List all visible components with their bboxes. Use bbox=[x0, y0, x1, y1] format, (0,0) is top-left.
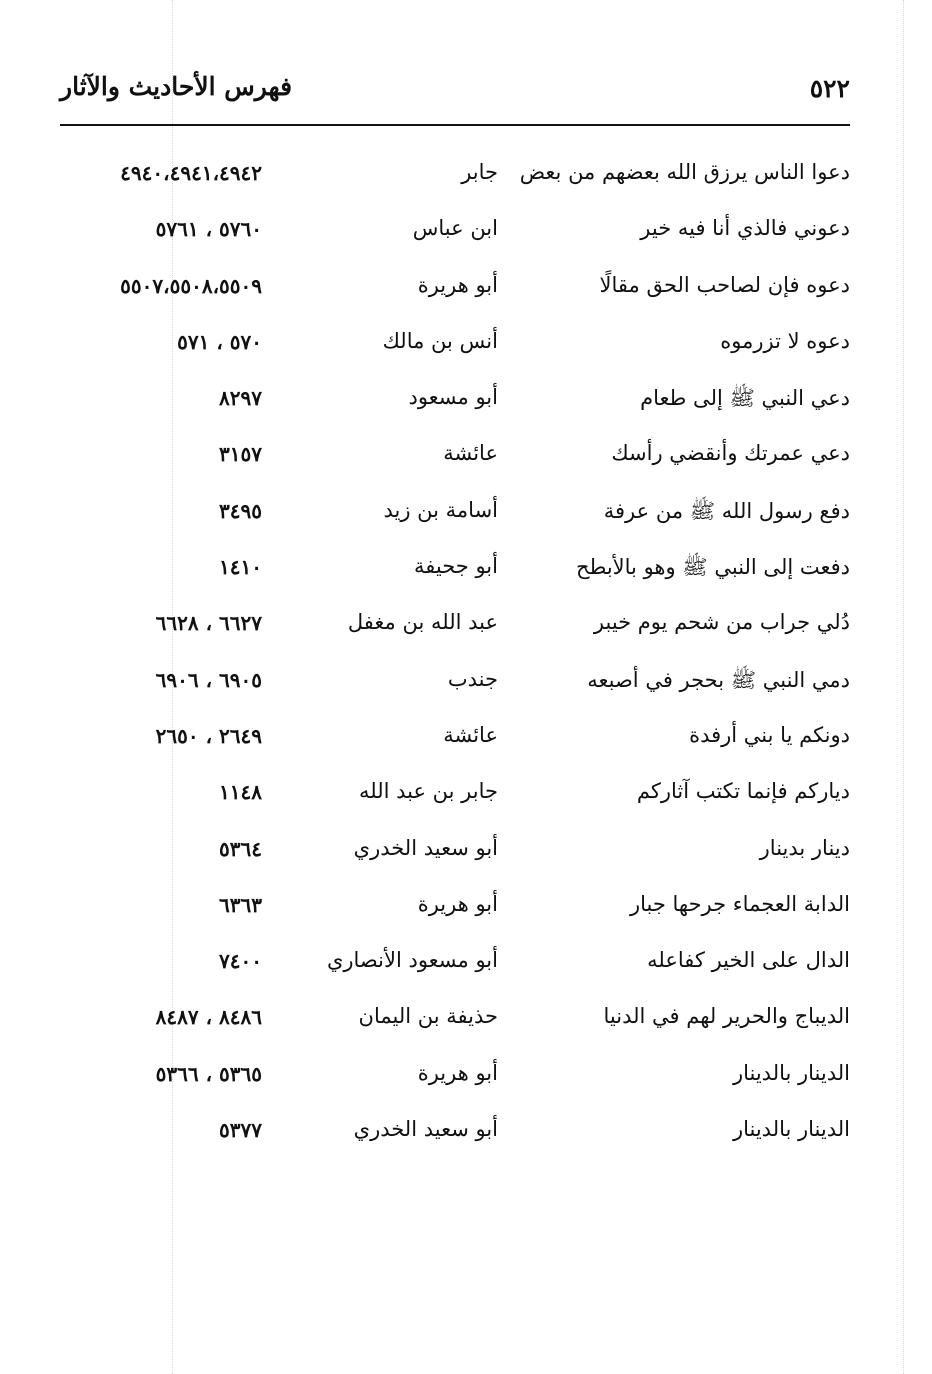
hadith-numbers: ٤٩٤٠،٤٩٤١،٤٩٤٢ bbox=[120, 161, 262, 185]
index-row bbox=[60, 769, 850, 825]
hadith-text: دعوه لا تزرموه bbox=[720, 328, 850, 353]
page-header bbox=[60, 72, 850, 116]
index-row bbox=[60, 994, 850, 1050]
narrator-name: جابر bbox=[461, 160, 498, 184]
narrator-name: عائشة bbox=[443, 722, 498, 747]
hadith-text: الدابة العجماء جرحها جبار bbox=[629, 891, 850, 916]
hadith-numbers: ٢٦٤٩ ، ٢٦٥٠ bbox=[155, 723, 262, 748]
index-row bbox=[60, 657, 850, 713]
hadith-text: الدينار بالدينار bbox=[732, 1117, 850, 1142]
narrator-name: جابر بن عبد الله bbox=[358, 779, 498, 804]
index-row bbox=[60, 826, 850, 882]
page-title: فهرس الأحاديث والآثار bbox=[60, 72, 293, 101]
narrator-name: أنس بن مالك bbox=[382, 328, 498, 353]
header-divider bbox=[60, 124, 850, 126]
narrator-name: أبو مسعود الأنصاري bbox=[326, 948, 498, 973]
hadith-text: الدال على الخير كفاعله bbox=[647, 948, 850, 973]
narrator-name: عبد الله بن مغفل bbox=[347, 610, 498, 635]
hadith-text: الديباج والحرير لهم في الدنيا bbox=[603, 1004, 850, 1029]
index-row bbox=[60, 319, 850, 375]
index-row bbox=[60, 938, 850, 994]
index-row bbox=[60, 600, 850, 656]
index-row bbox=[60, 1051, 850, 1107]
hadith-numbers: ٥٣٧٧ bbox=[219, 1118, 262, 1143]
hadith-text: دعي النبي ﷺ إلى طعام bbox=[640, 386, 850, 411]
index-row bbox=[60, 488, 850, 544]
index-row bbox=[60, 150, 850, 206]
hadith-text: دياركم فإنما تكتب آثاركم bbox=[636, 779, 850, 804]
narrator-name: حذيفة بن اليمان bbox=[358, 1004, 498, 1029]
index-row bbox=[60, 375, 850, 431]
narrator-name: أبو مسعود bbox=[408, 385, 498, 410]
hadith-text: دفع رسول الله ﷺ من عرفة bbox=[603, 498, 850, 523]
index-row bbox=[60, 431, 850, 487]
hadith-numbers: ٥٥٠٧،٥٥٠٨،٥٥٠٩ bbox=[120, 273, 262, 298]
index-row bbox=[60, 713, 850, 769]
hadith-text: دفعت إلى النبي ﷺ وهو بالأبطح bbox=[576, 555, 850, 580]
hadith-numbers: ٨٤٨٦ ، ٨٤٨٧ bbox=[155, 1005, 262, 1030]
hadith-numbers: ١١٤٨ bbox=[219, 780, 262, 805]
hadith-text: الدينار بالدينار bbox=[732, 1060, 850, 1085]
index-row bbox=[60, 544, 850, 600]
narrator-name: جندب bbox=[447, 666, 498, 691]
hadith-numbers: ١٤١٠ bbox=[219, 555, 262, 580]
hadith-text: دمي النبي ﷺ بحجر في أصبعه bbox=[587, 667, 850, 692]
hadith-text: دعوني فالذي أنا فيه خير bbox=[640, 216, 850, 241]
hadith-text: دعي عمرتك وأنقضي رأسك bbox=[611, 441, 850, 466]
narrator-name: أبو سعيد الخدري bbox=[353, 835, 498, 860]
hadith-numbers: ٥٧٠ ، ٥٧١ bbox=[177, 329, 262, 354]
index-row bbox=[60, 882, 850, 938]
hadith-text: دعوا الناس يرزق الله بعضهم من بعض bbox=[519, 160, 850, 184]
hadith-text: دينار بدينار bbox=[759, 835, 850, 860]
hadith-numbers: ٧٤٠٠ bbox=[219, 949, 262, 974]
hadith-numbers: ٣١٥٧ bbox=[219, 442, 262, 467]
hadith-numbers: ٥٧٦٠ ، ٥٧٦١ bbox=[155, 217, 262, 242]
index-row bbox=[60, 206, 850, 262]
narrator-name: أبو سعيد الخدري bbox=[353, 1117, 498, 1142]
page-number: ٥٢٢ bbox=[809, 74, 850, 103]
hadith-numbers: ٥٣٦٤ bbox=[219, 836, 262, 861]
hadith-numbers: ٦٦٢٧ ، ٦٦٢٨ bbox=[155, 611, 262, 636]
hadith-index-table bbox=[60, 150, 850, 1163]
hadith-numbers: ٨٢٩٧ bbox=[219, 386, 262, 411]
index-row bbox=[60, 1107, 850, 1163]
narrator-name: أبو جحيفة bbox=[414, 554, 498, 579]
hadith-text: دُلي جراب من شحم يوم خيبر bbox=[593, 610, 850, 635]
narrator-name: أبو هريرة bbox=[417, 1060, 498, 1085]
narrator-name: أبو هريرة bbox=[417, 272, 498, 297]
hadith-numbers: ٦٩٠٥ ، ٦٩٠٦ bbox=[155, 667, 262, 692]
hadith-numbers: ٥٣٦٥ ، ٥٣٦٦ bbox=[155, 1061, 262, 1086]
narrator-name: أسامة بن زيد bbox=[383, 497, 498, 522]
hadith-text: دعوه فإن لصاحب الحق مقالًا bbox=[599, 272, 850, 297]
narrator-name: أبو هريرة bbox=[417, 891, 498, 916]
index-row bbox=[60, 263, 850, 319]
scan-margin-line-right bbox=[903, 0, 904, 1374]
hadith-numbers: ٦٣٦٣ bbox=[219, 892, 262, 917]
hadith-text: دونكم يا بني أرفدة bbox=[689, 722, 850, 747]
narrator-name: ابن عباس bbox=[412, 216, 498, 241]
narrator-name: عائشة bbox=[443, 441, 498, 466]
hadith-numbers: ٣٤٩٥ bbox=[219, 498, 262, 523]
